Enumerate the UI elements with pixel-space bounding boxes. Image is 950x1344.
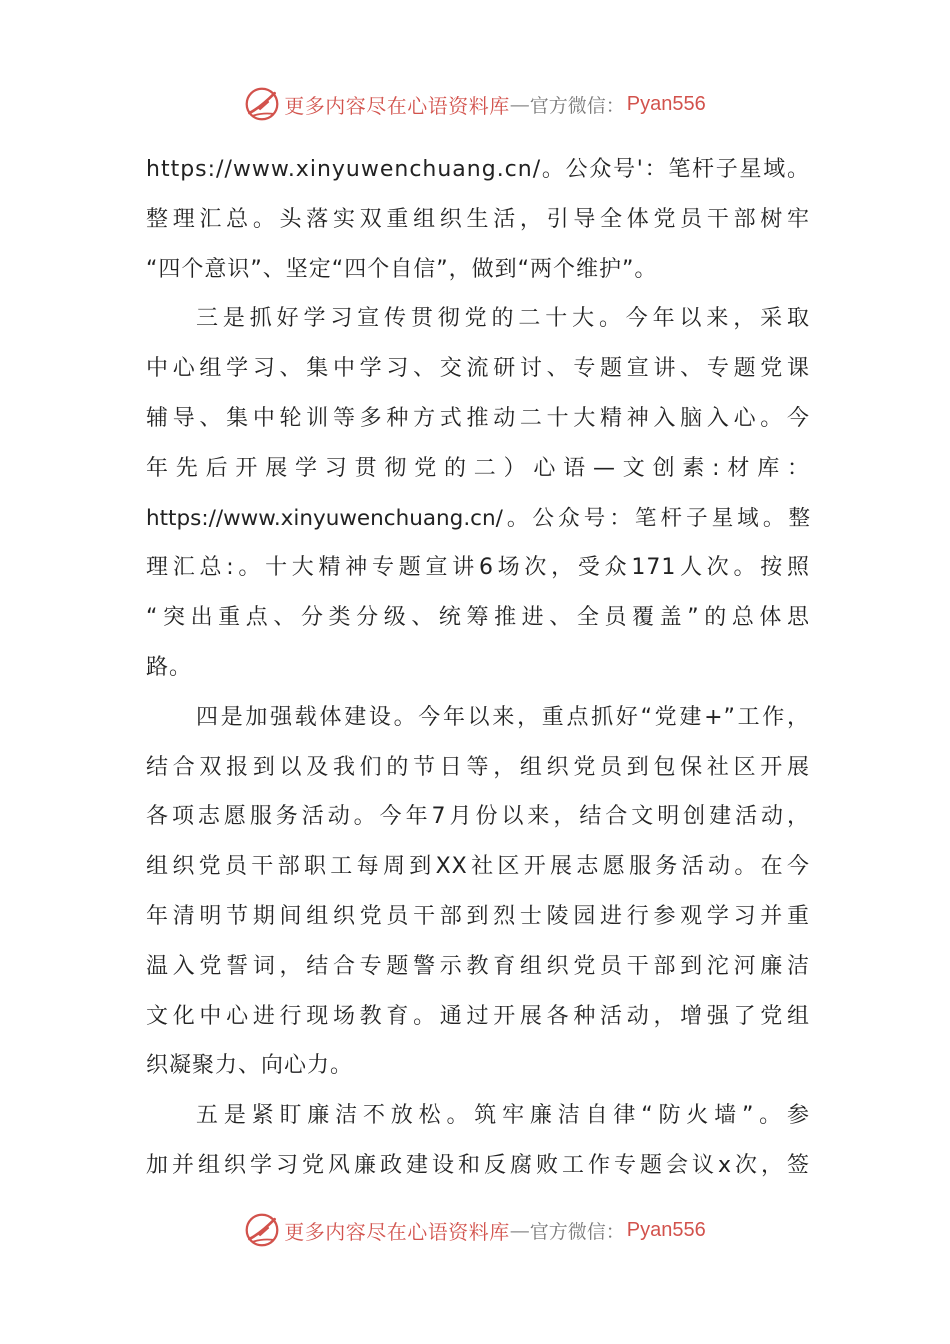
text-line: 文化中心进行现场教育。通过开展各种活动，增强了党组 [146, 1003, 810, 1029]
text-line: 各项志愿服务活动。今年7月份以来，结合文明创建活动， [146, 804, 810, 830]
text-line: 中心组学习、集中学习、交流研讨、专题宣讲、专题党课 [146, 356, 810, 382]
banner-wechat-id: Pyan556 [626, 1218, 706, 1241]
text-line: 三是抓好学习宣传贯彻党的二十大。今年以来，采取 [196, 306, 810, 332]
text-line: 五是紧盯廉洁不放松。筑牢廉洁自律“防火墙”。参 [196, 1103, 810, 1129]
banner-separator: — [509, 1218, 530, 1242]
text-line: 织凝聚力、向心力。 [146, 1053, 354, 1079]
banner-text: 更多内容尽在心语资料库 [284, 1219, 510, 1244]
text-line: 结合双报到以及我们的节日等，组织党员到包保社区开展 [146, 754, 810, 780]
text-line: 理汇总:。十大精神专题宣讲6场次，受众171人次。按照 [146, 555, 810, 581]
text-line: 年清明节期间组织党员干部到烈士陵园进行参观学习并重 [146, 903, 810, 929]
text-line: 温入党誓词，结合专题警示教育组织党员干部到沱河廉洁 [146, 953, 810, 979]
header-banner [0, 82, 950, 126]
footer-banner [0, 1208, 950, 1252]
text-line: “四个意识”、坚定“四个自信”，做到“两个维护”。 [146, 256, 658, 282]
text-line: https://www.xinyuwenchuang.cn/。公众号'：笔杆子星域。 [146, 157, 810, 182]
banner-separator: — [509, 92, 530, 116]
text-line: 四是加强载体建设。今年以来，重点抓好“党建+”工作， [196, 704, 810, 730]
banner-text: 更多内容尽在心语资料库 [284, 93, 510, 118]
text-line: https://www.xinyuwenchuang.cn/。公众号：笔杆子星域。整 [146, 505, 810, 531]
banner-label: 官方微信： [529, 94, 625, 117]
text-line: 辅导、集中轮训等多种方式推动二十大精神入脑入心。今 [146, 405, 810, 431]
document-body [146, 145, 810, 1191]
text-line: 整理汇总。头落实双重组织生活，引导全体党员干部树牢 [146, 206, 810, 232]
banner-wechat-id: Pyan556 [626, 92, 706, 115]
text-line: 年先后开展学习贯彻党的二）心语—文创素:材库： [146, 455, 810, 481]
banner-label: 官方微信： [529, 1220, 625, 1243]
pen-logo-icon [244, 1212, 280, 1248]
text-line: “突出重点、分类分级、统筹推进、全员覆盖”的总体思 [146, 605, 810, 631]
text-line: 路。 [146, 654, 193, 680]
text-line: 组织党员干部职工每周到XX社区开展志愿服务活动。在今 [146, 854, 810, 880]
text-line: 加并组织学习党风廉政建设和反腐败工作专题会议x次，签 [146, 1152, 810, 1178]
pen-logo-icon [244, 86, 280, 122]
